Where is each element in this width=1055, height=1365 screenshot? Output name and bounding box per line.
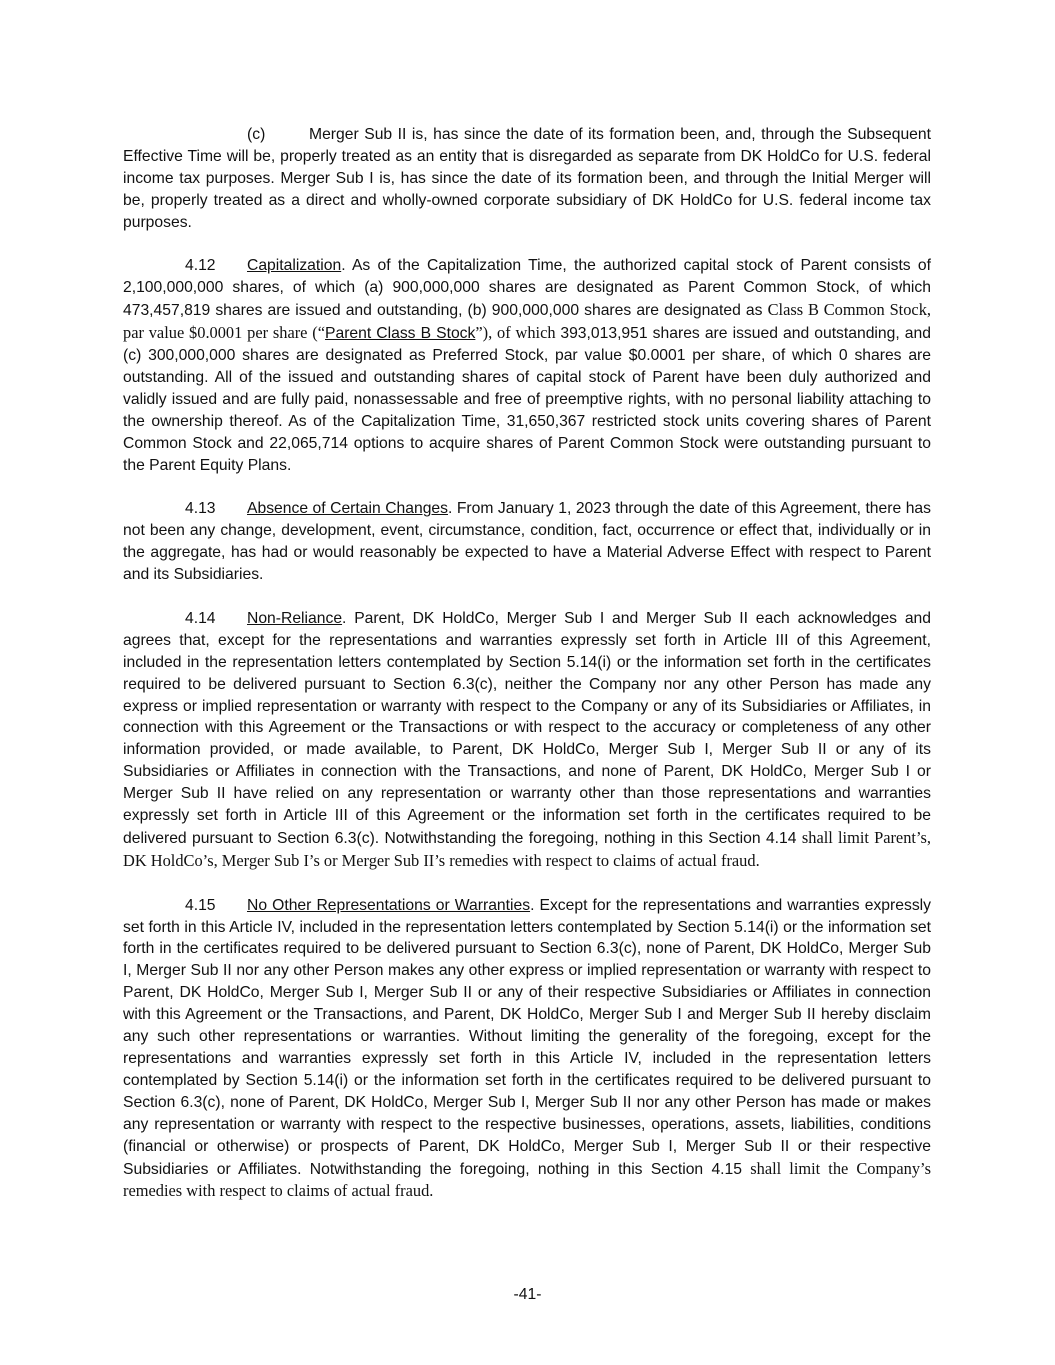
section-text: . Parent, DK HoldCo, Merger Sub I and Merger Sub II each acknowledges and agrees that, except for the representations and warranties expressly set forth in Article III of this Agreement, included in the representation letters contemplated by Section 5.14(i) or the information set forth in the certificates required to be delivered pursuant to Section 6.3(c), neither the Company nor any other Person has made any express or implied representation or warranty with respect to the Company or any of its Subsidiaries or Affiliates, in connection with this Agreement or the Transactions or with respect to the accuracy or completeness of any other information provided, or made available, to Parent, DK HoldCo, Merger Sub I, Merger Sub II or any of its Subsidiaries or Affiliates in connection with the Transactions, and none of Parent, DK HoldCo, Merger Sub I or Merger Sub II have relied on any representation or warranty other than those representations and warranties expressly set forth in Article III of this Agreement or the information set forth in the certificates required to be delivered pursuant to Section 6.3(c). Notwithstanding the foregoing, nothing in this Section 4.14 — [123, 609, 931, 847]
section-4-12 — [123, 255, 931, 476]
section-4-15 — [123, 895, 931, 1204]
section-text-serif: Class B Common Stock, par value $0.0001 per share (“ — [123, 300, 932, 343]
section-4-14 — [123, 608, 931, 873]
section-heading: Absence of Certain Changes — [247, 500, 448, 518]
document-page — [123, 124, 931, 1225]
section-text: 393,013,951 shares are issued and outstanding, and (c) 300,000,000 shares are designated as Preferred Stock, par value $0.0001 per share, of which 0 shares are outstanding. All of the issued and outstanding shares of capital stock of Parent have been duly authorized and validly issued and are fully paid, nonassessable and free of preemptive rights, with no personal liability attaching to the ownership thereof. As of the Capitalization Time, 31,650,367 restricted stock units covering shares of Parent Common Stock and 22,065,714 options to acquire shares of Parent Common Stock were outstanding pursuant to the Parent Equity Plans. — [123, 325, 931, 474]
section-heading: No Other Representations or Warranties — [247, 896, 531, 914]
section-number: 4.13 — [185, 500, 216, 518]
section-text: . As of the Capitalization Time, the authorized capital stock of Parent consists of 2,100,000,000 shares, of which (a) 900,000,000 shares are designated as Parent Common Stock, of which 473,457,819 shares are issued and outstanding, (b) 900,000,000 shares are designated as — [123, 257, 931, 320]
page-number: -41- — [513, 1286, 542, 1303]
section-text: . From January 1, 2023 through the date of this Agreement, there has not been any change, development, event, circumstance, condition, fact, occurrence or effect that, individually or in the aggregate, has had or would reasonably be expected to have a Material Adverse Effect with respect to Parent and its Subsidiaries. — [123, 500, 931, 584]
section-number: 4.15 — [185, 896, 216, 914]
section-number: 4.14 — [185, 609, 216, 627]
section-text-serif: shall limit Parent’s, DK HoldCo’s, Merger Sub I’s or Merger Sub II’s remedies with respect to claims of actual fraud. — [123, 827, 931, 870]
section-4-11-c — [123, 124, 931, 234]
section-text: Merger Sub II is, has since the date of its formation been, and, through the Subsequent Effective Time will be, properly treated as an entity that is disregarded as separate from DK HoldCo for U.S. federal income tax purposes. Merger Sub I is, has since the date of its formation been, and through the Initial Merger will be, properly treated as a direct and wholly-owned corporate subsidiary of DK HoldCo for U.S. federal income tax purposes. — [123, 126, 931, 231]
section-number: 4.12 — [185, 257, 216, 275]
section-text: . Except for the representations and warranties expressly set forth in this Article IV, included in the representation letters contemplated by Section 5.14(i) or the information set forth in the certificates required to be delivered pursuant to Section 6.3(c), none of Parent, DK HoldCo, Merger Sub I, Merger Sub II nor any other Person makes any other express or implied representation or warranty with respect to Parent, DK HoldCo, Merger Sub I, Merger Sub II or any of their respective Subsidiaries or Affiliates in connection with this Agreement or the Transactions, and Parent, DK HoldCo, Merger Sub I and Merger Sub II hereby disclaim any such other representations or warranties. Without limiting the generality of the foregoing, except for the representations and warranties expressly set forth in this Article IV, included in the representation letters contemplated by Section 5.14(i) or the information set forth in the certificates required to be delivered pursuant to Section 6.3(c), none of Parent, DK HoldCo, Merger Sub I, Merger Sub II nor any other Person has made or makes any representation or warranty with respect to the respective businesses, operations, assets, liabilities, conditions (financial or otherwise) or prospects of Parent, DK HoldCo, Merger Sub I, Merger Sub II or their respective Subsidiaries or Affiliates. Notwithstanding the foregoing, nothing in this Section 4.15 — [123, 896, 931, 1178]
defined-term: Parent Class B Stock — [325, 325, 476, 343]
section-text-serif: shall limit the Company’s remedies with respect to claims of actual fraud. — [123, 1158, 931, 1201]
section-heading: Non-Reliance — [247, 609, 343, 627]
section-4-13 — [123, 498, 931, 586]
section-number: (c) — [247, 126, 266, 143]
section-text-serif: ”), of which — [475, 323, 561, 343]
section-heading: Capitalization — [247, 257, 342, 275]
